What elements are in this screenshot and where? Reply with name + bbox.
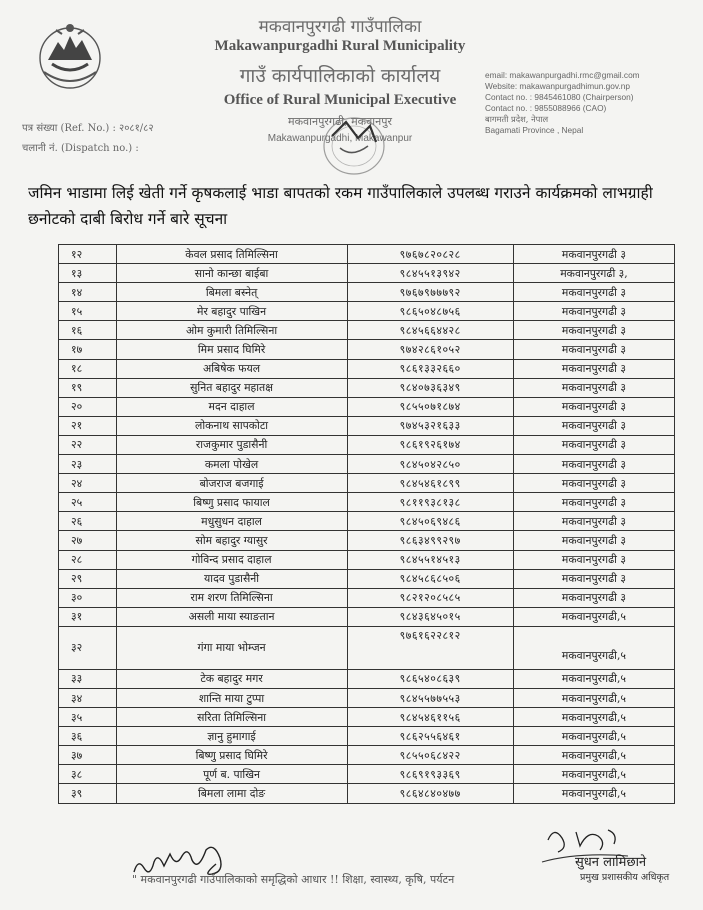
signer-name: सुधन लामिछाने — [575, 855, 647, 870]
phone-cell: ९७६७९७७७९२ — [347, 283, 513, 302]
contact-phone-cao: Contact no. : 9855088966 (CAO) — [485, 103, 607, 113]
serial-number-cell: २१ — [59, 416, 117, 435]
table-row — [59, 708, 675, 727]
name-cell: राम शरण तिमिल्सिना — [116, 588, 347, 607]
address-cell: मकवानपुरगढी ३ — [513, 550, 674, 569]
table-row — [59, 746, 675, 765]
serial-number-cell: २० — [59, 397, 117, 416]
table-row — [59, 359, 675, 378]
address-cell: मकवानपुरगढी ३ — [513, 359, 674, 378]
address-cell: मकवानपुरगढी ३ — [513, 378, 674, 397]
table-row — [59, 474, 675, 493]
phone-cell: ९८६५०४८७५६ — [347, 302, 513, 321]
location-np: मकवानपुरगढी, मकवानपुर — [288, 115, 392, 128]
table-row — [59, 340, 675, 359]
address-cell: मकवानपुरगढी ३ — [513, 569, 674, 588]
nepal-emblem-logo — [34, 20, 106, 92]
address-cell: मकवानपुरगढी ३ — [513, 245, 674, 264]
dispatch-number: चलानी नं. (Dispatch no.) : — [22, 143, 139, 154]
phone-cell: ९८४५८६८५०६ — [347, 569, 513, 588]
serial-number-cell: ३८ — [59, 765, 117, 784]
table-row — [59, 727, 675, 746]
phone-cell: ९८४५५१४५१३ — [347, 550, 513, 569]
name-cell: मेर बहादुर पाखिन — [116, 302, 347, 321]
serial-number-cell: ३४ — [59, 688, 117, 707]
location-en: Makawanpurgadhi, Makawanpur — [267, 133, 413, 144]
contact-email: email: makawanpurgadhi.rmc@gmail.com — [485, 70, 640, 80]
name-cell: असली माया स्याङतान — [116, 607, 347, 626]
beneficiary-table — [58, 244, 675, 804]
address-cell: मकवानपुरगढी,५ — [513, 688, 674, 707]
phone-cell: ९८४५५१३९४२ — [347, 264, 513, 283]
phone-cell: ९८६५४०८६३९ — [347, 669, 513, 688]
name-cell: राजकुमार पुडासैनी — [116, 435, 347, 454]
serial-number-cell: ३५ — [59, 708, 117, 727]
table-row — [59, 531, 675, 550]
phone-cell: ९७४५३२१६३३ — [347, 416, 513, 435]
contact-province-np: बागमती प्रदेश, नेपाल — [485, 114, 549, 124]
table-row — [59, 435, 675, 454]
contact-website: Website: makawanpurgadhimun.gov.np — [485, 81, 630, 91]
phone-cell: ९८११९३८१३८ — [347, 493, 513, 512]
address-cell: मकवानपुरगढी ३ — [513, 283, 674, 302]
name-cell: सरिता तिमिल्सिना — [116, 708, 347, 727]
table-row — [59, 607, 675, 626]
table-row — [59, 765, 675, 784]
table-row — [59, 512, 675, 531]
address-cell: मकवानपुरगढी,५ — [513, 746, 674, 765]
serial-number-cell: २५ — [59, 493, 117, 512]
serial-number-cell: ३० — [59, 588, 117, 607]
name-cell: मदन दाहाल — [116, 397, 347, 416]
contact-block — [485, 70, 640, 136]
name-cell: बोजराज बजगाई — [116, 474, 347, 493]
serial-number-cell: ३१ — [59, 607, 117, 626]
address-cell: मकवानपुरगढी ३ — [513, 493, 674, 512]
address-cell: मकवानपुरगढी,५ — [513, 626, 674, 669]
phone-cell: ९८६२५५६४६१ — [347, 727, 513, 746]
name-cell: गंगा माया भोम्जन — [116, 626, 347, 669]
office-name-en: Makawanpurgadhi Rural Municipality — [214, 38, 466, 54]
table-row — [59, 302, 675, 321]
name-cell: मिम प्रसाद घिमिरे — [116, 340, 347, 359]
serial-number-cell: १६ — [59, 321, 117, 340]
table-row — [59, 245, 675, 264]
address-cell: मकवानपुरगढी ३ — [513, 531, 674, 550]
name-cell: बिष्णु प्रसाद फायाल — [116, 493, 347, 512]
name-cell: बिमला लामा दोङ — [116, 784, 347, 803]
table-row — [59, 283, 675, 302]
serial-number-cell: ३२ — [59, 626, 117, 669]
table-row — [59, 688, 675, 707]
contact-phone-chairperson: Contact no. : 9845461080 (Chairperson) — [485, 92, 634, 102]
name-cell: सुनित बहादुर महातक्ष — [116, 378, 347, 397]
phone-cell: ९८४५५७७५५३ — [347, 688, 513, 707]
name-cell: लोकनाथ सापकोटा — [116, 416, 347, 435]
address-cell: मकवानपुरगढी ३ — [513, 397, 674, 416]
serial-number-cell: ३३ — [59, 669, 117, 688]
table-row — [59, 626, 675, 669]
serial-number-cell: १५ — [59, 302, 117, 321]
phone-cell: ९८६९१९३३६९ — [347, 765, 513, 784]
name-cell: सानो कान्छा बाईबा — [116, 264, 347, 283]
address-cell: मकवानपुरगढी ३ — [513, 435, 674, 454]
name-cell: सोम बहादुर ग्यासुर — [116, 531, 347, 550]
address-cell: मकवानपुरगढी ३ — [513, 416, 674, 435]
address-cell: मकवानपुरगढी,५ — [513, 708, 674, 727]
address-cell: मकवानपुरगढी,५ — [513, 765, 674, 784]
phone-cell: ९८४५६६४४२८ — [347, 321, 513, 340]
serial-number-cell: १९ — [59, 378, 117, 397]
serial-number-cell: २९ — [59, 569, 117, 588]
phone-cell: ९८४५०४२८५० — [347, 455, 513, 474]
name-cell: बिष्णु प्रसाद घिमिरे — [116, 746, 347, 765]
name-cell: यादव पुडासैनी — [116, 569, 347, 588]
name-cell: टेक बहादुर मगर — [116, 669, 347, 688]
phone-cell: ९८४५४६१८९९ — [347, 474, 513, 493]
table-row — [59, 669, 675, 688]
table-row — [59, 264, 675, 283]
name-cell: बिमला बस्नेत् — [116, 283, 347, 302]
table-row — [59, 378, 675, 397]
table-row — [59, 588, 675, 607]
phone-cell: ९८५५०६८४२२ — [347, 746, 513, 765]
address-cell: मकवानपुरगढी ३ — [513, 302, 674, 321]
serial-number-cell: २८ — [59, 550, 117, 569]
table-row — [59, 550, 675, 569]
office-stamp — [312, 108, 392, 180]
address-cell: मकवानपुरगढी ३ — [513, 588, 674, 607]
phone-cell: ९८४०७३६३४९ — [347, 378, 513, 397]
serial-number-cell: २४ — [59, 474, 117, 493]
name-cell: कमला पोखेल — [116, 455, 347, 474]
phone-cell: ९८२१२०८५८५ — [347, 588, 513, 607]
address-cell: मकवानपुरगढी ३ — [513, 340, 674, 359]
address-cell: मकवानपुरगढी ३ — [513, 455, 674, 474]
phone-cell: ९८५५०७१८७४ — [347, 397, 513, 416]
footer-slogan: " मकवानपुरगढी गाउँपालिकाको समृद्धिको आधार !! शिक्षा, स्वास्थ्य, कृषि, पर्यटन — [132, 873, 455, 886]
name-cell: अबिषेक फयल — [116, 359, 347, 378]
serial-number-cell: १२ — [59, 245, 117, 264]
table-row — [59, 493, 675, 512]
address-cell: मकवानपुरगढी ३ — [513, 512, 674, 531]
serial-number-cell: २७ — [59, 531, 117, 550]
name-cell: केवल प्रसाद तिमिल्सिना — [116, 245, 347, 264]
phone-cell: ९८४५४६११५६ — [347, 708, 513, 727]
name-cell: गोविन्द प्रसाद दाहाल — [116, 550, 347, 569]
serial-number-cell: १७ — [59, 340, 117, 359]
table-row — [59, 455, 675, 474]
serial-number-cell: २२ — [59, 435, 117, 454]
phone-cell: ९८४३६४५०१५ — [347, 607, 513, 626]
address-cell: मकवानपुरगढी ३, — [513, 264, 674, 283]
name-cell: ओम कुमारी तिमिल्सिना — [116, 321, 347, 340]
serial-number-cell: ३७ — [59, 746, 117, 765]
phone-cell: ९८६४८४०४७७ — [347, 784, 513, 803]
phone-cell: ९७४२८६१०५२ — [347, 340, 513, 359]
reference-block — [22, 119, 154, 159]
phone-cell: ९७६१६२२८१२ — [347, 626, 513, 669]
name-cell: शान्ति माया टुप्पा — [116, 688, 347, 707]
signer-title: प्रमुख प्रशासकीय अधिकृत — [580, 872, 670, 883]
notice-title: जमिन भाडामा लिई खेती गर्ने कृषकलाई भाडा बापतको रकम गाउँपालिकाले उपलब्ध गराउने कार्यक्रमको लाभग्राही छनोटको दाबी बिरोध गर्ने बारे सूचना — [28, 184, 653, 228]
office-name-np: मकवानपुरगढी गाउँपालिका — [258, 17, 422, 37]
table-body — [59, 245, 675, 804]
phone-cell: ९८६१९२६१७४ — [347, 435, 513, 454]
table-row — [59, 416, 675, 435]
office-type-np: गाउँ कार्यपालिकाको कार्यालय — [239, 65, 441, 87]
phone-cell: ९८६१३३२६६० — [347, 359, 513, 378]
serial-number-cell: ३६ — [59, 727, 117, 746]
address-cell: मकवानपुरगढी,५ — [513, 669, 674, 688]
table-row — [59, 784, 675, 803]
phone-cell: ९८६३४९९२९७ — [347, 531, 513, 550]
serial-number-cell: २३ — [59, 455, 117, 474]
serial-number-cell: २६ — [59, 512, 117, 531]
address-cell: मकवानपुरगढी,५ — [513, 784, 674, 803]
ref-number: पत्र संख्या (Ref. No.) : २०८१/८२ — [22, 123, 154, 134]
serial-number-cell: ३९ — [59, 784, 117, 803]
table-row — [59, 321, 675, 340]
office-type-en: Office of Rural Municipal Executive — [223, 92, 457, 108]
serial-number-cell: १८ — [59, 359, 117, 378]
address-cell: मकवानपुरगढी ३ — [513, 321, 674, 340]
phone-cell: ९८४५०६९४८६ — [347, 512, 513, 531]
address-cell: मकवानपुरगढी,५ — [513, 607, 674, 626]
address-cell: मकवानपुरगढी,५ — [513, 727, 674, 746]
name-cell: मधुसुधन दाहाल — [116, 512, 347, 531]
name-cell: पूर्ण ब. पाखिन — [116, 765, 347, 784]
serial-number-cell: १४ — [59, 283, 117, 302]
table-row — [59, 397, 675, 416]
phone-cell: ९७६७८२०८२८ — [347, 245, 513, 264]
name-cell: ज्ञानु हुमागाई — [116, 727, 347, 746]
address-cell: मकवानपुरगढी ३ — [513, 474, 674, 493]
serial-number-cell: १३ — [59, 264, 117, 283]
table-row — [59, 569, 675, 588]
contact-province-en: Bagamati Province , Nepal — [485, 125, 584, 135]
